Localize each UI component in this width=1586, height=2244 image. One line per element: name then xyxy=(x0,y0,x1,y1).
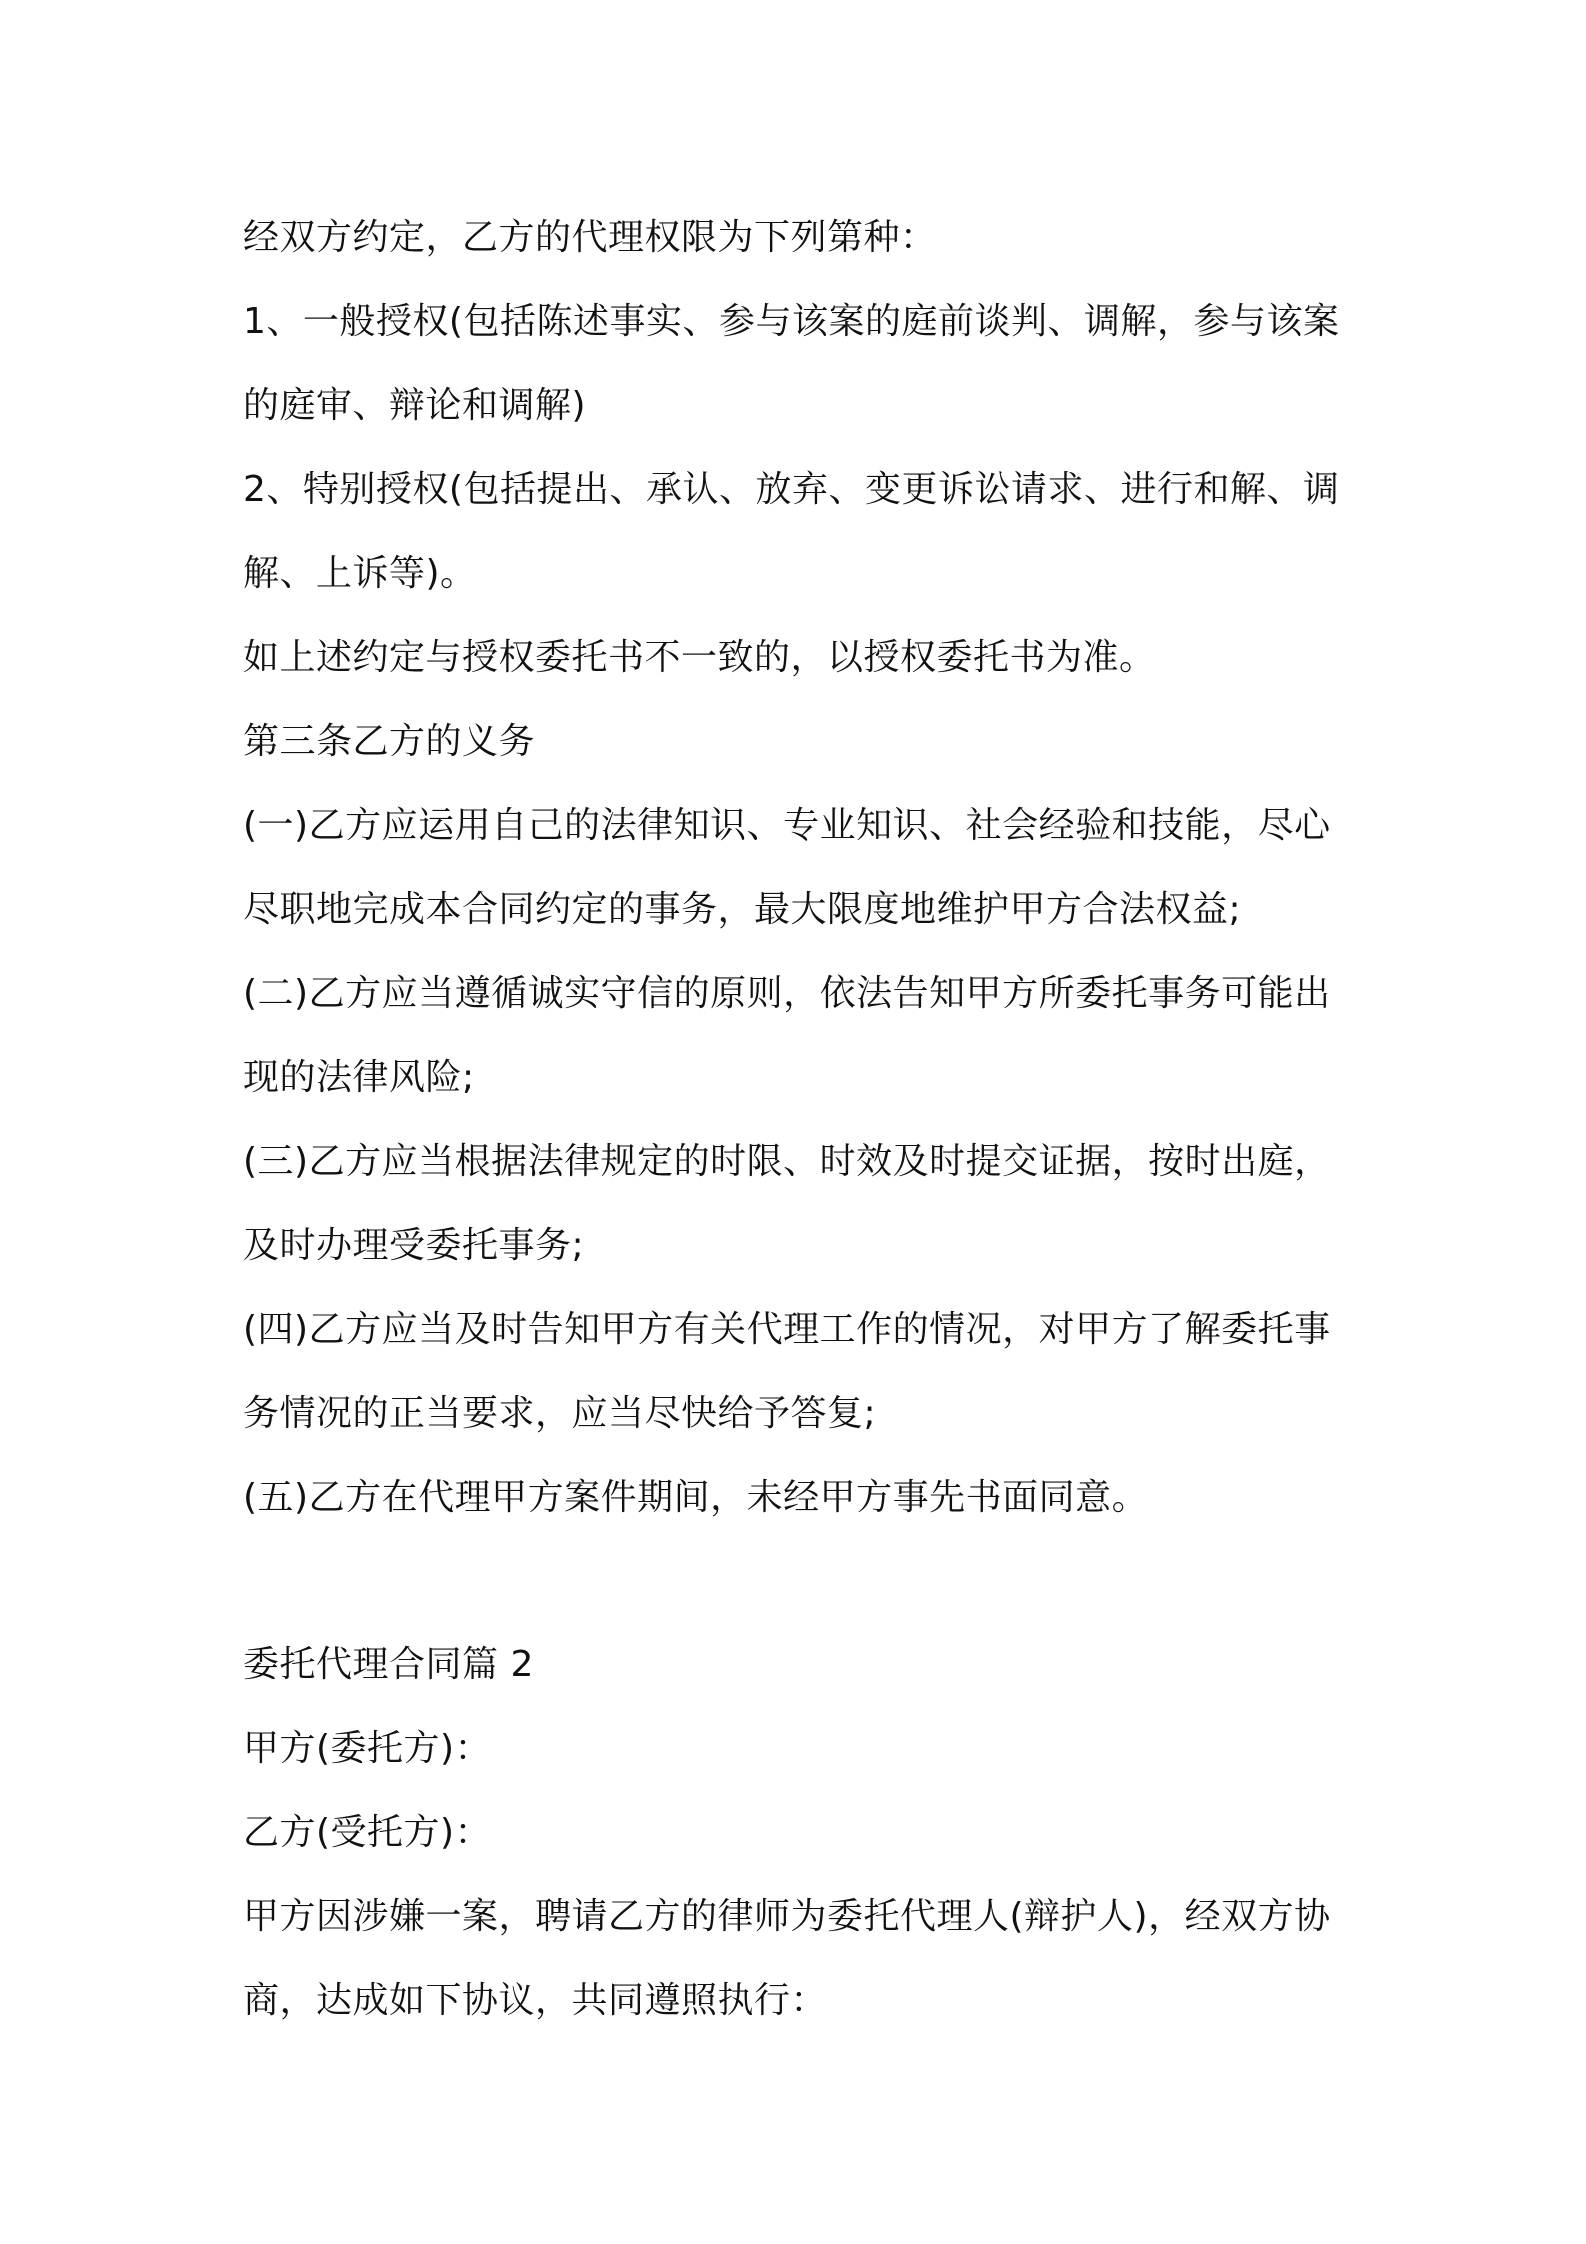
text-line: 解、上诉等)。 xyxy=(243,553,477,594)
text-line: 尽职地完成本合同约定的事务，最大限度地维护甲方合法权益; xyxy=(243,889,1242,930)
text-line: (一)乙方应运用自己的法律知识、专业知识、社会经验和技能，尽心 xyxy=(243,805,1331,846)
section-heading: 第三条乙方的义务 xyxy=(243,721,536,762)
document-body xyxy=(243,196,1363,2043)
text-line: 的庭审、辩论和调解) xyxy=(243,385,587,426)
text-line: 如上述约定与授权委托书不一致的，以授权委托书为准。 xyxy=(243,637,1156,678)
text-line: (二)乙方应当遵循诚实守信的原则，依法告知甲方所委托事务可能出 xyxy=(243,973,1331,1014)
text-line: (五)乙方在代理甲方案件期间，未经甲方事先书面同意。 xyxy=(243,1477,1149,1518)
text-line: 务情况的正当要求，应当尽快给予答复; xyxy=(243,1393,877,1434)
text-line: 1、一般授权(包括陈述事实、参与该案的庭前谈判、调解，参与该案 xyxy=(243,301,1340,342)
paragraph-gap xyxy=(243,1540,1363,1623)
party-b-line: 乙方(受托方)： xyxy=(243,1812,492,1853)
text-line: (三)乙方应当根据法律规定的时限、时效及时提交证据，按时出庭， xyxy=(243,1141,1331,1182)
text-line: 及时办理受委托事务; xyxy=(243,1225,585,1266)
text-line: (四)乙方应当及时告知甲方有关代理工作的情况，对甲方了解委托事 xyxy=(243,1309,1331,1350)
text-line: 现的法律风险; xyxy=(243,1057,475,1098)
text-line: 商，达成如下协议，共同遵照执行： xyxy=(243,1980,828,2021)
text-line: 2、特别授权(包括提出、承认、放弃、变更诉讼请求、进行和解、调 xyxy=(243,469,1340,510)
contract-title: 委托代理合同篇 2 xyxy=(243,1644,534,1685)
text-line: 经双方约定，乙方的代理权限为下列第种： xyxy=(243,217,937,258)
text-line: 甲方因涉嫌一案，聘请乙方的律师为委托代理人(辩护人)，经双方协 xyxy=(243,1896,1331,1937)
party-a-line: 甲方(委托方)： xyxy=(243,1728,492,1769)
